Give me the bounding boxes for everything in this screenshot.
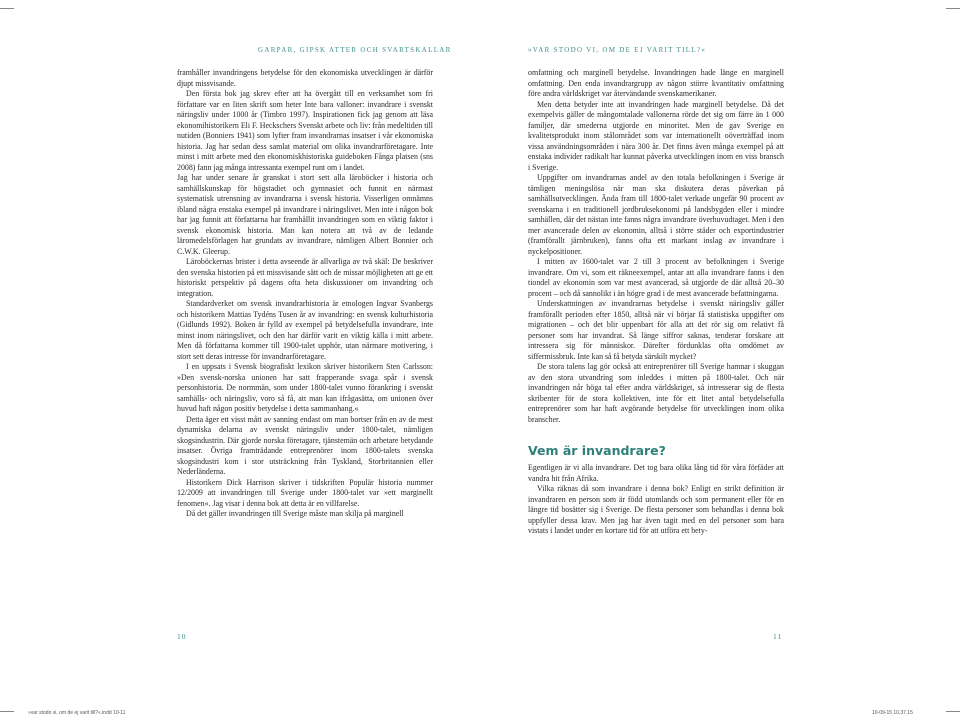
paragraph: Detta äger ett visst mått av sanning endast om man bortser från en av de mest dynamiska delarna av svenskt näringsliv under 1800-talet, nämligen skogsindustrin. Där gjorde norska företagare, tjänstemän och arbetare betydande insatser. Övriga framträdande entreprenörer inom 1800-talets svenska skogsindustri kom i stor utsträckning från Tyskland, Storbritannien eller Nederländerna. (177, 414, 433, 476)
printer-slug (0, 708, 960, 719)
paragraph: De stora talens lag gör också att entreprenörer till Sverige hamnar i skuggan av den stora utvandring som inleddes i mitten på 1800-talet. Och när invandringen når höga tal efter andra världskriget, så intresserar sig de flesta skribenter för de stora kollektiven, inte för ett litet antal betydelsefulla entreprenörer som har haft avgörande betydelse för utvecklingen inom olika branscher. (528, 362, 784, 424)
paragraph: Uppgifter om invandrarnas andel av den totala befolkningen i Sverige är tämligen meningslösa när man ska diskutera deras påverkan på samhällsutvecklingen. Ända fram till 1800-talet verkade ungefär 90 procent av svenskarna i en traditionell jordbruksekonomi på landsbygden eller i mindre samhällen, där det nästan inte fanns några invandrare överhuvudtaget. Men i den mer avancerade delen av ekonomin, alltså i större städer och exportindustrier (framförallt järnbruken), fanns ofta ett markant inslag av invandrare i nyckelpositioner. (528, 173, 784, 256)
paragraph: Vilka räknas då som invandrare i denna bok? Enligt en strikt definition är invandraren en person som är född utomlands och som permanent eller för en längre tid bosätter sig i Sverige. De flesta personer som behandlas i denna bok uppfyller dessa krav. Men jag har även tagit med en del personer som bara vistats i landet under en kortare tid för att utföra ett bety- (528, 484, 784, 535)
right-page-column (528, 68, 784, 537)
paragraph: omfattning och marginell betydelse. Invandringen hade länge en marginell omfattning. Den enda invandrargrupp av någon större kvantitativ omfattning före andra världskriget var återvändande svenskamerikaner. (528, 68, 784, 98)
paragraph: Då det gäller invandringen till Sverige måste man skilja på marginell (186, 509, 404, 518)
paragraph: Jag har under senare år granskat i stort sett alla läroböcker i historia och samhällskunskap för högstadiet och gymnasiet och funnit en närmast systematisk utrensning av invandrarna i svensk historia. Visserligen omnämns ibland några enstaka exempel på invandrare i näringslivet. Men inte i någon bok har jag funnit att författarna har framhållit invandringen som en viktig faktor i svensk ekonomisk historia. Man kan notera att två av de ledande läromedelsförlagen har grundats av invandrare, nämligen Albert Bonnier och C.W.K. Gleerup. (177, 173, 433, 256)
running-head-left: GARPAR, GIPSK ATTER OCH SVARTSKALLAR (258, 46, 452, 54)
paragraph: Historikern Dick Harrison skriver i tidskriften Populär historia nummer 12/2009 att invandringen till Sverige under 1800-talet var »ett marginellt fenomen«. Jag visar i denna bok att detta är en villfarelse. (177, 477, 433, 508)
crop-mark (946, 8, 960, 9)
paragraph: I mitten av 1600-talet var 2 till 3 procent av befolkningen i Sverige invandrare. Om vi, som ett räkneexempel, antar att alla invandrare fanns i den tiondel av ekonomin som var mest avancerad, så utgjorde de där alltså 20–30 procent – och då sannolikt i än högre grad i de mest avancerade befattningarna. (528, 257, 784, 298)
left-page-column (177, 68, 433, 520)
page-number-left: 10 (177, 632, 187, 641)
paragraph: I en uppsats i Svensk biografiskt lexikon skriver historikern Sten Carlsson: »Den svensk-norska unionen har satt frapperande svaga spår i svensk personhistoria. De normmän, som under 1800-talet vunno förankring i svenskt samhälls- och näringsliv, voro så få, att man kan ifrågasätta, om unionen över huvud haft någon positiv betydelse i detta sammanhang.« (177, 362, 433, 413)
paragraph: Standardverket om svensk invandrarhistoria är etnologen Ingvar Svanbergs och historikern Mattias Tydéns Tusen år av invandring: en svensk kulturhistoria (Gidlunds 1992). Boken är fylld av exempel på betydelsefulla invandrare, inte minst inom näringslivet, och den har därför varit en viktig källa i mitt arbete. Men då författarna kommer till 1900-talet upphör, utan närmare motivering, i stort sett deras intresse för invandrarföretagare. (177, 299, 433, 361)
crop-mark (946, 711, 960, 712)
running-head-right: »VAR STODO VI, OM DE EJ VARIT TILL?« (528, 46, 707, 54)
paragraph: Egentligen är vi alla invandrare. Det tog bara olika lång tid för våra förfäder att vandra hit från Afrika. (528, 463, 784, 483)
paragraph: Den första bok jag skrev efter att ha övergått till en verksamhet som fri författare var en liten skrift som heter Inte bara valloner: invandrare i svenskt näringsliv under 1000 år (Timbro 1997). Inspirationen fick jag genom att läsa ekonomihistorikern Eli F. Heckschers Svenskt arbete och liv: från medeltiden till nutiden (Bonniers 1941) som lyfter fram invandrarnas insatser i vår ekonomiska historia. Jag har sedan dess samlat material om olika invandrarföretagare. Inte minst i mitt arbete med den ekonomiskhistoriska guideboken Fånga platsen (sns 2008) fann jag många intressanta exempel runt om i landet. (177, 89, 433, 172)
paragraph: Men detta betyder inte att invandringen hade marginell betydelse. Då det exempelvis gäller de mångomtalade vallonerna rörde det sig om färre än 1 000 familjer, där smederna utgjorde en minoritet. Men de gav Sverige en kvalitetsprodukt inom stålområdet som var internationellt oöverträffad inom vissa användningsområden i nära 300 år. Det finns även många exempel på att enstaka individer radikalt har kunnat påverka utvecklingen inom en viss bransch i Sverige. (528, 99, 784, 172)
crop-mark (0, 711, 14, 712)
page-number-right: 11 (773, 632, 783, 641)
paragraph: Läroböckernas brister i detta avseende är allvarliga av två skäl: De beskriver den svenska historien på ett missvisande sätt och de missar möjligheten att ge ett historiskt perspektiv på dagens ofta heta diskussioner om invandring och integration. (177, 257, 433, 298)
paragraph: Underskattningen av invandrarnas betydelse i svenskt näringsliv gäller framförallt perioden efter 1850, alltså när vi börjar få statistiska uppgifter om migrationen – och det blir uppenbart för alla att det rör sig om relativt få personer som har invandrat. Så länge siffror saknas, tenderar forskare att intressera sig för människor. Därefter fördunklas ofta omdömet av siffermissbruk. Inte kan så få betyda särskilt mycket? (528, 299, 784, 361)
paragraph: framhåller invandringens betydelse för den ekonomiska utvecklingen är därför djupt missvisande. (177, 68, 433, 88)
slug-date: 10-09-15 10.37.15 (872, 710, 913, 716)
crop-mark (0, 8, 14, 9)
section-heading: Vem är invandrare? (528, 443, 666, 458)
slug-filename: »var stodo vi, om de ej varit till?«.indd 10-11 (28, 710, 126, 716)
